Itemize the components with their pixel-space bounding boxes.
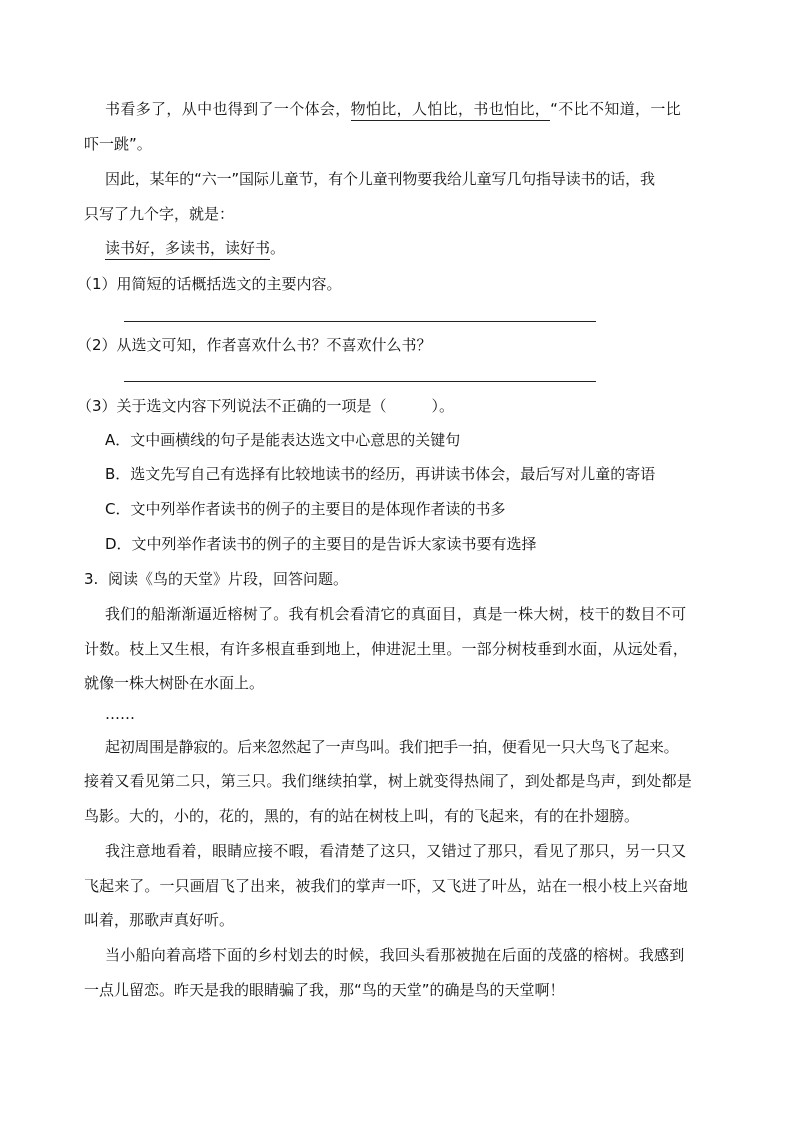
answer-line-2[interactable] [124, 381, 596, 382]
underlined-sentence: 物怕比，人怕比，书也怕比， [351, 99, 551, 121]
passage1-line5 [105, 238, 285, 260]
passage1-text: 书看多了，从中也得到了一个体会， [105, 100, 351, 118]
passage2-line: 鸟影。大的，小的，花的，黑的，有的站在树枝上叫，有的飞起来，有的在扑翅膀。 [84, 807, 640, 825]
option-d[interactable]: D．文中列举作者读书的例子的主要目的是告诉大家读书要有选择 [105, 535, 537, 553]
underlined-motto: 读书好，多读书，读好书 [105, 238, 270, 260]
option-a[interactable]: A．文中画横线的句子是能表达选文中心意思的关键句 [105, 431, 461, 449]
passage2-line: 起初周围是静寂的。后来忽然起了一声鸟叫。我们把手一拍，便看见一只大鸟飞了起来。 [105, 738, 679, 756]
passage2-line: 就像一株大树卧在水面上。 [84, 674, 265, 692]
passage1-line3: 因此，某年的“六一”国际儿童节，有个儿童刊物要我给儿童写几句指导读书的话，我 [105, 170, 655, 188]
question-1: （1）用简短的话概括选文的主要内容。 [77, 275, 342, 293]
passage2-line: 计数。枝上又生根，有许多根直垂到地上，伸进泥土里。一部分树枝垂到水面，从远处看， [84, 640, 689, 658]
section-instruction: 阅读《鸟的天堂》片段，回答问题。 [108, 570, 349, 588]
passage2-line: 飞起来了。一只画眉飞了出来，被我们的掌声一吓，又飞进了叶丛，站在一根小枝上兴奋地 [84, 877, 689, 895]
section-number: 3. [84, 570, 99, 588]
passage2-line: 一点儿留恋。昨天是我的眼睛骗了我，那“鸟的天堂”的确是鸟的天堂啊！ [84, 981, 565, 999]
passage2-ellipsis: …… [105, 705, 135, 723]
passage2-line: 我们的船渐渐逼近榕树了。我有机会看清它的真面目，真是一株大树，枝干的数目不可 [105, 605, 687, 623]
passage2-line: 我注意地看着，眼睛应接不暇，看清楚了这只，又错过了那只，看见了那只，另一只又 [105, 842, 687, 860]
option-c[interactable]: C．文中列举作者读书的例子的主要目的是体现作者读的书多 [105, 500, 506, 518]
answer-line-1[interactable] [124, 321, 596, 322]
passage1-text: “不比不知道，一比 [550, 100, 682, 118]
question-2: （2）从选文可知，作者喜欢什么书？不喜欢什么书？ [77, 336, 432, 354]
passage1-text: 。 [270, 239, 286, 257]
passage1-line2: 吓一跳”。 [84, 135, 152, 153]
passage1-line4: 只写了九个字，就是： [84, 205, 235, 223]
passage1-line1 [105, 99, 681, 121]
passage2-line: 叫着，那歌声真好听。 [84, 911, 235, 929]
passage2-line: 接着又看见第二只，第三只。我们继续拍掌，树上就变得热闹了，到处都是鸟声，到处都是 [84, 772, 693, 790]
passage2-line: 当小船向着高塔下面的乡村划去的时候，我回头看那被抛在后面的茂盛的榕树。我感到 [105, 946, 685, 964]
option-b[interactable]: B．选文先写自己有选择有比较地读书的经历，再讲读书体会，最后写对儿童的寄语 [105, 465, 656, 483]
question-3: （3）关于选文内容下列说法不正确的一项是（ ）。 [77, 397, 455, 415]
